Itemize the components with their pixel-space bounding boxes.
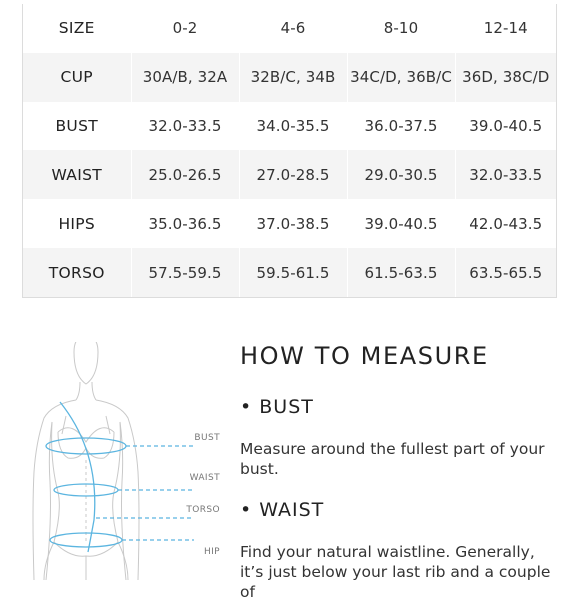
table-cell: 32B/C, 34B	[239, 53, 347, 102]
table-cell: 27.0-28.5	[239, 150, 347, 199]
torso-measure-line	[60, 402, 95, 552]
row-header: TORSO	[23, 248, 131, 297]
table-cell: 32.0-33.5	[455, 150, 556, 199]
table-row-cup	[23, 53, 556, 102]
row-header: WAIST	[23, 150, 131, 199]
bust-label: BUST	[194, 433, 220, 443]
table-cell: 57.5-59.5	[131, 248, 239, 297]
row-header: HIPS	[23, 199, 131, 248]
table-cell: 12-14	[455, 4, 556, 53]
torso-label: TORSO	[186, 505, 220, 515]
waist-heading: • WAIST	[240, 499, 325, 521]
table-cell: 63.5-65.5	[455, 248, 556, 297]
row-header: BUST	[23, 102, 131, 151]
head-outline	[74, 342, 98, 384]
bust-description: Measure around the fullest part of your bust.	[240, 440, 545, 478]
table-cell: 59.5-61.5	[239, 248, 347, 297]
table-cell: 39.0-40.5	[455, 102, 556, 151]
table-cell: 4-6	[239, 4, 347, 53]
table-cell: 34.0-35.5	[239, 102, 347, 151]
bust-measure-line	[46, 438, 126, 454]
table-cell: 42.0-43.5	[455, 199, 556, 248]
table-cell: 36.0-37.5	[347, 102, 455, 151]
body-outline-illustration	[22, 342, 222, 580]
row-header: CUP	[23, 53, 131, 102]
table-cell: 37.0-38.5	[239, 199, 347, 248]
table-cell: 35.0-36.5	[131, 199, 239, 248]
bust-heading: • BUST	[240, 396, 314, 418]
table-cell: 25.0-26.5	[131, 150, 239, 199]
body-measurement-figure	[22, 342, 222, 580]
table-cell: 39.0-40.5	[347, 199, 455, 248]
table-cell: 29.0-30.5	[347, 150, 455, 199]
section-title: HOW TO MEASURE	[240, 342, 489, 370]
table-cell: 30A/B, 32A	[131, 53, 239, 102]
row-header: SIZE	[23, 4, 131, 53]
table-row-waist	[23, 150, 556, 199]
table-cell: 36D, 38C/D	[455, 53, 556, 102]
table-row-hips	[23, 199, 556, 248]
size-chart	[22, 4, 557, 298]
table-cell: 8-10	[347, 4, 455, 53]
table-row-size	[23, 4, 556, 53]
waist-description: Find your natural waistline. Generally, it’s just below your last rib and a couple of	[240, 543, 551, 601]
table-cell: 0-2	[131, 4, 239, 53]
hip-label: HIP	[203, 547, 220, 557]
waist-label: WAIST	[189, 473, 220, 483]
table-cell: 34C/D, 36B/C	[347, 53, 455, 102]
table-cell: 32.0-33.5	[131, 102, 239, 151]
table-cell: 61.5-63.5	[347, 248, 455, 297]
table-row-bust	[23, 102, 556, 151]
table-row-torso	[23, 248, 556, 297]
body-outline	[33, 342, 139, 580]
size-chart-table	[23, 4, 556, 297]
